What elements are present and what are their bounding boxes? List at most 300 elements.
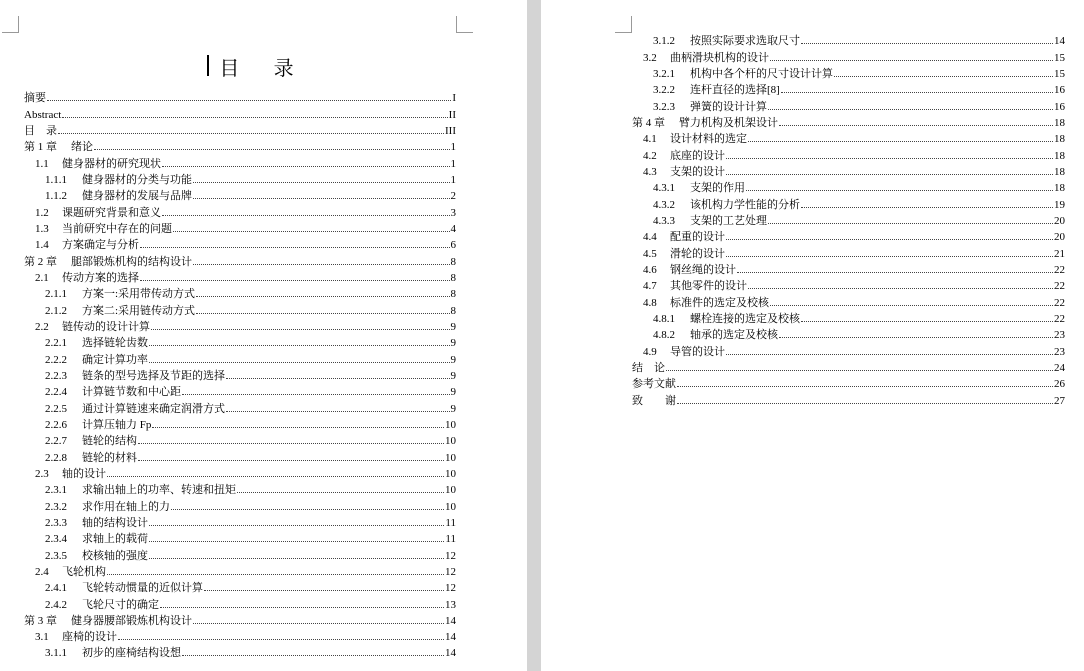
toc-page-number: 14 (445, 614, 456, 627)
toc-entry[interactable] (632, 47, 1065, 63)
toc-page-number: 14 (445, 647, 456, 660)
toc-entry[interactable] (632, 211, 1065, 227)
toc-entry[interactable] (632, 276, 1065, 292)
toc-dot-leader (182, 394, 450, 395)
toc-entry-label (24, 615, 192, 627)
toc-entry[interactable] (632, 80, 1065, 96)
toc-entry-number: 第 4 章 (632, 116, 665, 129)
toc-list-page-2 (632, 31, 1065, 407)
toc-entry-text: 课题研究背景和意义 (62, 206, 161, 219)
toc-entry-number: 2.3.5 (45, 549, 67, 562)
toc-entry[interactable] (24, 480, 456, 496)
toc-entry-text: 弹簧的设计计算 (690, 100, 767, 113)
toc-dot-leader (149, 362, 450, 363)
toc-entry[interactable] (24, 562, 456, 578)
toc-entry-text: 座椅的设计 (62, 631, 117, 644)
toc-entry-label (45, 599, 159, 611)
toc-dot-leader (779, 337, 1053, 338)
toc-page-number: 12 (445, 582, 456, 595)
toc-entry-number: 2.4 (35, 565, 49, 578)
toc-page-number: 3 (450, 206, 456, 219)
toc-entry[interactable] (24, 415, 456, 431)
toc-page-number: 15 (1054, 51, 1065, 64)
toc-entry-label (632, 395, 676, 407)
toc-entry-label (35, 631, 117, 643)
toc-entry-text: 轴的设计 (62, 467, 106, 480)
toc-dot-leader (193, 623, 444, 624)
toc-entry-text: 飞轮转动惯量的近似计算 (82, 582, 203, 595)
toc-entry[interactable] (24, 643, 456, 659)
toc-dot-leader (138, 460, 444, 461)
toc-entry-label (632, 117, 778, 129)
toc-page-number: 22 (1054, 312, 1065, 325)
toc-dot-leader (193, 198, 450, 199)
toc-entry-text: 选择链轮齿数 (82, 337, 148, 350)
text-cursor (207, 55, 209, 76)
toc-dot-leader (834, 76, 1053, 77)
toc-entry[interactable] (24, 121, 456, 137)
toc-entry-label (643, 297, 769, 309)
toc-entry-number: 2.1.2 (45, 304, 67, 317)
toc-entry-label (24, 256, 192, 268)
toc-entry[interactable] (24, 398, 456, 414)
toc-dot-leader (107, 476, 444, 477)
toc-entry-label (35, 272, 139, 284)
toc-entry-text: 绪论 (71, 141, 93, 154)
toc-page-number: 2 (450, 190, 456, 203)
toc-entry[interactable] (632, 31, 1065, 47)
toc-entry[interactable] (632, 113, 1065, 129)
toc-entry-label (45, 484, 236, 496)
toc-dot-leader (193, 264, 450, 265)
toc-page-number: 15 (1054, 67, 1065, 80)
toc-entry-label (45, 550, 148, 562)
toc-entry-label (653, 84, 780, 96)
toc-dot-leader (801, 43, 1053, 44)
toc-page-number: 12 (445, 565, 456, 578)
toc-entry[interactable] (24, 251, 456, 267)
toc-page-number: 1 (450, 157, 456, 170)
toc-page-number: 11 (445, 533, 456, 546)
toc-entry-number: 2.4.2 (45, 598, 67, 611)
toc-entry-text: 求输出轴上的功率、转速和扭矩 (82, 484, 236, 497)
toc-entry[interactable] (24, 284, 456, 300)
toc-entry[interactable] (632, 260, 1065, 276)
toc-page-number: 22 (1054, 263, 1065, 276)
toc-entry[interactable] (632, 243, 1065, 259)
toc-entry-text: 摘要 (24, 92, 46, 105)
toc-page-number: 20 (1054, 231, 1065, 244)
toc-dot-leader (193, 182, 450, 183)
toc-dot-leader (779, 125, 1053, 126)
toc-entry-number: 4.3.2 (653, 198, 675, 211)
toc-entry-label (632, 362, 665, 374)
toc-entry[interactable] (24, 219, 456, 235)
toc-entry-label (35, 468, 106, 480)
toc-entry-label (35, 566, 106, 578)
toc-entry[interactable] (24, 464, 456, 480)
toc-entry-text: 求轴上的载荷 (82, 533, 148, 546)
toc-entry-number: 2.2 (35, 320, 49, 333)
toc-dot-leader (107, 574, 444, 575)
toc-dot-leader (173, 231, 450, 232)
toc-entry-text: 方案确定与分析 (62, 239, 139, 252)
toc-entry[interactable] (24, 594, 456, 610)
toc-dot-leader (237, 492, 444, 493)
toc-entry[interactable] (632, 325, 1065, 341)
toc-entry-number: 1.4 (35, 239, 49, 252)
toc-entry-number: 2.2.5 (45, 402, 67, 415)
toc-dot-leader (62, 117, 447, 118)
toc-entry-label (45, 435, 137, 447)
toc-entry-label (45, 403, 225, 415)
toc-entry-text: 钢丝绳的设计 (670, 263, 736, 276)
toc-entry-text: 确定计算功率 (82, 353, 148, 366)
toc-entry-number: 1.1.2 (45, 190, 67, 203)
toc-page-number: 18 (1054, 133, 1065, 146)
toc-entry-text: 该机构力学性能的分析 (690, 198, 800, 211)
toc-dot-leader (162, 215, 450, 216)
toc-entry-text: 链轮的材料 (82, 451, 137, 464)
document-page-1 (0, 0, 527, 671)
toc-entry-text: Abstract (24, 108, 62, 121)
toc-dot-leader (746, 190, 1053, 191)
toc-entry-number: 2.3.2 (45, 500, 67, 513)
toc-entry[interactable] (632, 64, 1065, 80)
toc-entry[interactable] (632, 341, 1065, 357)
toc-entry-label (45, 386, 181, 398)
toc-entry-number: 4.6 (643, 263, 657, 276)
toc-dot-leader (149, 558, 444, 559)
toc-entry[interactable] (24, 447, 456, 463)
toc-entry-label (35, 207, 161, 219)
toc-entry-label (45, 370, 225, 382)
toc-entry-text: 螺栓连接的选定及校核 (690, 312, 800, 325)
toc-entry-label (24, 141, 93, 153)
toc-entry[interactable] (24, 235, 456, 251)
toc-page-number: 1 (450, 173, 456, 186)
toc-entry-number: 4.5 (643, 247, 657, 260)
toc-entry-label (45, 501, 170, 513)
toc-dot-leader (182, 655, 444, 656)
toc-entry-number: 3.1 (35, 631, 49, 644)
toc-page-number: 27 (1054, 394, 1065, 407)
toc-dot-leader (726, 158, 1053, 159)
toc-entry-number: 第 1 章 (24, 141, 57, 154)
toc-entry-number: 2.4.1 (45, 582, 67, 595)
toc-entry-label (643, 133, 747, 145)
toc-page-number: 20 (1054, 214, 1065, 227)
toc-entry-number: 1.3 (35, 222, 49, 235)
toc-entry[interactable] (24, 317, 456, 333)
toc-entry-text: 计算压轴力 Fp (82, 418, 152, 431)
toc-entry-number: 2.3.1 (45, 484, 67, 497)
toc-entry-text: 连杆直径的选择[8] (690, 84, 780, 97)
toc-entry-number: 第 3 章 (24, 614, 57, 627)
toc-entry[interactable] (24, 186, 456, 202)
toc-dot-leader (140, 247, 450, 248)
toc-entry[interactable] (632, 309, 1065, 325)
toc-page-number: 8 (450, 288, 456, 301)
toc-dot-leader (196, 313, 449, 314)
toc-page-number: III (445, 124, 456, 137)
toc-entry-text: 校核轴的强度 (82, 549, 148, 562)
toc-dot-leader (781, 92, 1053, 93)
toc-entry[interactable] (24, 300, 456, 316)
toc-entry-label (632, 378, 676, 390)
toc-dot-leader (226, 411, 450, 412)
toc-entry-text: 初步的座椅结构设想 (82, 647, 181, 660)
toc-dot-leader (118, 639, 444, 640)
toc-page-number: 9 (450, 402, 456, 415)
toc-page-number: II (448, 108, 456, 121)
toc-entry-text: 底座的设计 (670, 149, 725, 162)
toc-entry-label (653, 329, 778, 341)
toc-entry-label (653, 199, 800, 211)
toc-dot-leader (768, 223, 1053, 224)
toc-entry[interactable] (24, 578, 456, 594)
toc-entry-text: 参考文献 (632, 378, 676, 391)
toc-dot-leader (58, 133, 444, 134)
toc-entry-label (24, 92, 46, 104)
toc-entry[interactable] (24, 366, 456, 382)
toc-dot-leader (226, 378, 450, 379)
toc-entry-number: 4.4 (643, 231, 657, 244)
toc-page-number: 10 (445, 418, 456, 431)
toc-page-number: 1 (450, 141, 456, 154)
toc-entry-label (35, 158, 161, 170)
toc-entry-text: 标准件的选定及校核 (670, 296, 769, 309)
toc-entry-number: 2.3.3 (45, 516, 67, 529)
toc-dot-leader (748, 288, 1053, 289)
toc-page-number: 8 (450, 255, 456, 268)
toc-entry[interactable] (24, 88, 456, 104)
toc-entry[interactable] (24, 170, 456, 186)
toc-entry-text: 计算链节数和中心距 (82, 386, 181, 399)
toc-entry[interactable] (632, 145, 1065, 161)
toc-page-number: 23 (1054, 329, 1065, 342)
toc-entry-label (45, 452, 137, 464)
toc-entry-text: 链传动的设计计算 (62, 320, 150, 333)
toc-entry-label (653, 313, 800, 325)
toc-entry-text: 支架的工艺处理 (690, 214, 767, 227)
page-corner-mark (456, 16, 473, 33)
toc-entry-label (24, 109, 61, 121)
toc-entry-text: 健身器材的研究现状 (62, 157, 161, 170)
toc-dot-leader (770, 305, 1053, 306)
toc-entry-text: 飞轮机构 (62, 565, 106, 578)
toc-entry-text: 求作用在轴上的力 (82, 500, 170, 513)
toc-entry-number: 2.2.2 (45, 353, 67, 366)
toc-entry-label (45, 190, 192, 202)
toc-page-number: 11 (445, 516, 456, 529)
toc-entry-number: 2.2.4 (45, 386, 67, 399)
toc-dot-leader (149, 525, 444, 526)
toc-entry-text: 飞轮尺寸的确定 (82, 598, 159, 611)
toc-entry-number: 4.8.1 (653, 312, 675, 325)
toc-entry-text: 臂力机构及机架设计 (679, 116, 778, 129)
toc-entry-text: 支架的作用 (690, 182, 745, 195)
page-corner-mark (615, 16, 632, 33)
toc-entry-number: 2.1.1 (45, 288, 67, 301)
toc-page-number: 10 (445, 467, 456, 480)
toc-page-number: 24 (1054, 361, 1065, 374)
toc-page-number: 9 (450, 386, 456, 399)
toc-page-number: 26 (1054, 378, 1065, 391)
toc-entry-label (643, 231, 725, 243)
toc-entry-text: 设计材料的选定 (670, 133, 747, 146)
toc-entry[interactable] (24, 611, 456, 627)
toc-entry-number: 2.1 (35, 271, 49, 284)
toc-dot-leader (149, 345, 450, 346)
toc-entry[interactable] (632, 162, 1065, 178)
toc-entry-number: 2.2.3 (45, 369, 67, 382)
toc-page-number: 18 (1054, 116, 1065, 129)
toc-page-number: 9 (450, 353, 456, 366)
toc-entry-number: 2.2.1 (45, 337, 67, 350)
toc-page-number: 12 (445, 549, 456, 562)
toc-entry-text: 结 论 (632, 361, 665, 374)
toc-entry-label (643, 264, 736, 276)
toc-entry-number: 4.8.2 (653, 329, 675, 342)
toc-entry[interactable] (632, 129, 1065, 145)
page-corner-mark (2, 16, 19, 33)
toc-entry[interactable] (24, 104, 456, 120)
toc-dot-leader (171, 509, 444, 510)
toc-entry-number: 2.2.8 (45, 451, 67, 464)
toc-dot-leader (151, 329, 450, 330)
toc-page-number: 23 (1054, 345, 1065, 358)
toc-entry-number: 2.2.7 (45, 435, 67, 448)
toc-entry-number: 4.9 (643, 345, 657, 358)
toc-entry-number: 3.2.2 (653, 84, 675, 97)
toc-entry-label (45, 647, 181, 659)
toc-entry[interactable] (632, 227, 1065, 243)
toc-entry[interactable] (24, 137, 456, 153)
toc-entry-label (45, 533, 148, 545)
toc-page-number: 8 (450, 271, 456, 284)
document-page-2 (541, 0, 1084, 671)
toc-page-number: 14 (445, 631, 456, 644)
toc-entry-label (643, 52, 769, 64)
toc-entry-label (653, 101, 767, 113)
toc-entry-text: 轴的结构设计 (82, 516, 148, 529)
toc-dot-leader (768, 109, 1053, 110)
toc-entry[interactable] (24, 153, 456, 169)
toc-page-number: 13 (445, 598, 456, 611)
toc-dot-leader (160, 607, 444, 608)
toc-dot-leader (737, 272, 1053, 273)
toc-entry[interactable] (24, 627, 456, 643)
toc-entry-label (653, 35, 800, 47)
toc-entry-label (45, 354, 148, 366)
toc-dot-leader (726, 354, 1053, 355)
toc-entry-text: 健身器腰部锻炼机构设计 (71, 614, 192, 627)
toc-entry-label (643, 346, 725, 358)
toc-entry-number: 1.2 (35, 206, 49, 219)
toc-entry-text: 滑轮的设计 (670, 247, 725, 260)
toc-page-number: 16 (1054, 84, 1065, 97)
toc-entry[interactable] (24, 382, 456, 398)
toc-page-number: 9 (450, 369, 456, 382)
toc-page-number: 18 (1054, 149, 1065, 162)
toc-entry[interactable] (632, 358, 1065, 374)
toc-page-number: 22 (1054, 296, 1065, 309)
toc-entry-number: 2.3 (35, 467, 49, 480)
toc-page-number: 16 (1054, 100, 1065, 113)
toc-page-number: 10 (445, 500, 456, 513)
toc-entry-text: 机构中各个杆的尺寸设计计算 (690, 67, 833, 80)
toc-entry[interactable] (24, 545, 456, 561)
toc-entry-text: 通过计算链速来确定润滑方式 (82, 402, 225, 415)
toc-page-number: 18 (1054, 182, 1065, 195)
toc-entry[interactable] (24, 268, 456, 284)
toc-dot-leader (152, 427, 444, 428)
toc-dot-leader (726, 239, 1053, 240)
toc-entry-text: 传动方案的选择 (62, 271, 139, 284)
toc-entry[interactable] (632, 194, 1065, 210)
toc-entry-text: 当前研究中存在的问题 (62, 222, 172, 235)
toc-entry[interactable] (632, 96, 1065, 112)
toc-entry-label (45, 174, 192, 186)
toc-entry[interactable] (632, 374, 1065, 390)
toc-entry[interactable] (632, 390, 1065, 406)
toc-entry-text: 腿部锻炼机构的结构设计 (71, 255, 192, 268)
toc-entry-text: 轴承的选定及校核 (690, 329, 778, 342)
toc-entry[interactable] (24, 431, 456, 447)
toc-entry[interactable] (24, 349, 456, 365)
toc-entry-text: 链条的型号选择及节距的选择 (82, 369, 225, 382)
toc-page-number: 10 (445, 484, 456, 497)
toc-entry-number: 2.2.6 (45, 418, 67, 431)
toc-entry[interactable] (632, 178, 1065, 194)
toc-entry-label (643, 280, 747, 292)
toc-entry-text: 方案二:采用链传动方式 (82, 304, 196, 317)
toc-entry-number: 4.7 (643, 280, 657, 293)
toc-entry-text: 配重的设计 (670, 231, 725, 244)
toc-dot-leader (204, 590, 444, 591)
toc-page-number: 22 (1054, 280, 1065, 293)
toc-dot-leader (149, 541, 444, 542)
toc-entry-number: 3.1.1 (45, 647, 67, 660)
toc-entry[interactable] (24, 333, 456, 349)
toc-entry[interactable] (24, 496, 456, 512)
toc-entry[interactable] (632, 292, 1065, 308)
toc-entry-text: 目 录 (24, 124, 57, 137)
toc-entry-label (643, 248, 725, 260)
toc-dot-leader (196, 296, 449, 297)
toc-entry[interactable] (24, 529, 456, 545)
toc-entry-text: 健身器材的发展与品牌 (82, 190, 192, 203)
toc-entry-number: 4.8 (643, 296, 657, 309)
toc-entry-number: 2.3.4 (45, 533, 67, 546)
toc-entry-text: 健身器材的分类与功能 (82, 173, 192, 186)
toc-entry[interactable] (24, 202, 456, 218)
toc-dot-leader (94, 149, 450, 150)
toc-dot-leader (726, 174, 1053, 175)
toc-entry-number: 第 2 章 (24, 255, 57, 268)
toc-list-page-1 (24, 88, 456, 659)
toc-entry-label (653, 68, 833, 80)
toc-page-number: 6 (450, 239, 456, 252)
toc-entry-number: 3.2 (643, 51, 657, 64)
toc-entry-label (653, 215, 767, 227)
toc-page-number: 8 (450, 304, 456, 317)
toc-entry-label (35, 223, 172, 235)
toc-dot-leader (677, 386, 1053, 387)
toc-dot-leader (138, 443, 444, 444)
toc-entry[interactable] (24, 513, 456, 529)
